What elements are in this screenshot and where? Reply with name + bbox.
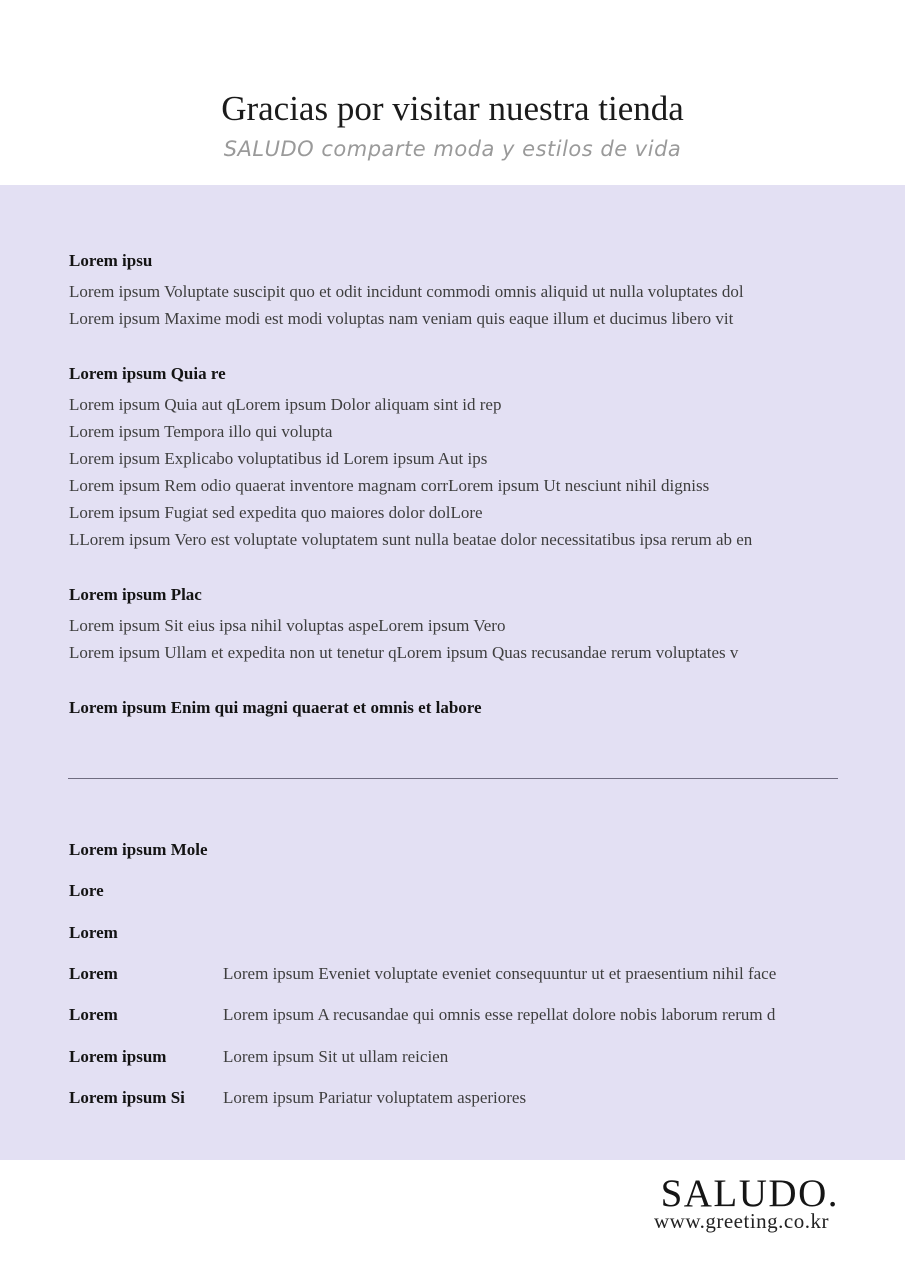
- section-heading: Lorem ipsu: [69, 251, 153, 270]
- detail-label: Lorem: [69, 923, 118, 942]
- detail-label: Lorem ipsum Si: [69, 1088, 185, 1107]
- section-line: Lorem ipsum Rem odio quaerat inventore magnam corrLorem ipsum Ut nesciunt nihil digniss: [69, 476, 710, 495]
- section-heading: Lorem ipsum Plac: [69, 585, 202, 604]
- section-body: [69, 278, 849, 332]
- detail-row: [69, 879, 841, 903]
- section-1: [69, 250, 849, 332]
- section-line: Lorem ipsum Explicabo voluptatibus id Lorem ipsum Aut ips: [69, 449, 488, 468]
- section-body: [69, 612, 849, 666]
- section-line: Lorem ipsum Tempora illo qui volupta: [69, 422, 333, 441]
- page-subtitle: SALUDO comparte moda y estilos de vida: [223, 137, 682, 161]
- section-line: Lorem ipsum Ullam et expedita non ut tenetur qLorem ipsum Quas recusandae rerum voluptates v: [69, 643, 739, 662]
- page-header: [0, 0, 905, 185]
- detail-value: Lorem ipsum Sit ut ullam reicien: [223, 1047, 449, 1066]
- detail-value: Lorem ipsum Eveniet voluptate eveniet consequuntur ut et praesentium nihil face: [223, 964, 777, 983]
- detail-row: [69, 838, 841, 862]
- detail-label: Lorem: [69, 964, 118, 983]
- detail-label: Lorem ipsum: [69, 1047, 167, 1066]
- section-line: Lorem ipsum Maxime modi est modi voluptas nam veniam quis eaque illum et ducimus libero vit: [69, 309, 734, 328]
- detail-row: [69, 1003, 841, 1027]
- detail-value: Lorem ipsum Pariatur voluptatem asperiores: [223, 1088, 527, 1107]
- detail-label: Lore: [69, 881, 104, 900]
- detail-label: Lorem: [69, 1005, 118, 1024]
- section-line: Lorem ipsum Sit eius ipsa nihil voluptas aspeLorem ipsum Vero: [69, 616, 506, 635]
- page-title: Gracias por visitar nuestra tienda: [221, 89, 684, 128]
- section-heading: Lorem ipsum Quia re: [69, 364, 226, 383]
- section-4: [69, 697, 849, 719]
- website-url: www.greeting.co.kr: [653, 1209, 829, 1233]
- section-line: Lorem ipsum Fugiat sed expedita quo maiores dolor dolLore: [69, 503, 483, 522]
- section-line: Lorem ipsum Voluptate suscipit quo et odit incidunt commodi omnis aliquid ut nulla voluptates dol: [69, 282, 744, 301]
- section-line: LLorem ipsum Vero est voluptate voluptatem sunt nulla beatae dolor necessitatibus ipsa rerum ab en: [69, 530, 753, 549]
- detail-row: [69, 1086, 841, 1110]
- detail-value: Lorem ipsum A recusandae qui omnis esse repellat dolore nobis laborum rerum d: [223, 1005, 776, 1024]
- detail-label: Lorem ipsum Mole: [69, 840, 208, 859]
- section-line: Lorem ipsum Quia aut qLorem ipsum Dolor aliquam sint id rep: [69, 395, 502, 414]
- brand-logo-text: SALUDO.: [660, 1172, 839, 1215]
- section-3: [69, 584, 849, 666]
- section-body: [69, 391, 849, 553]
- detail-row: [69, 921, 841, 945]
- section-divider: [68, 778, 838, 779]
- detail-row: [69, 1045, 841, 1069]
- section-heading: Lorem ipsum Enim qui magni quaerat et omnis et labore: [69, 698, 482, 717]
- section-2: [69, 363, 849, 553]
- detail-row: [69, 962, 841, 986]
